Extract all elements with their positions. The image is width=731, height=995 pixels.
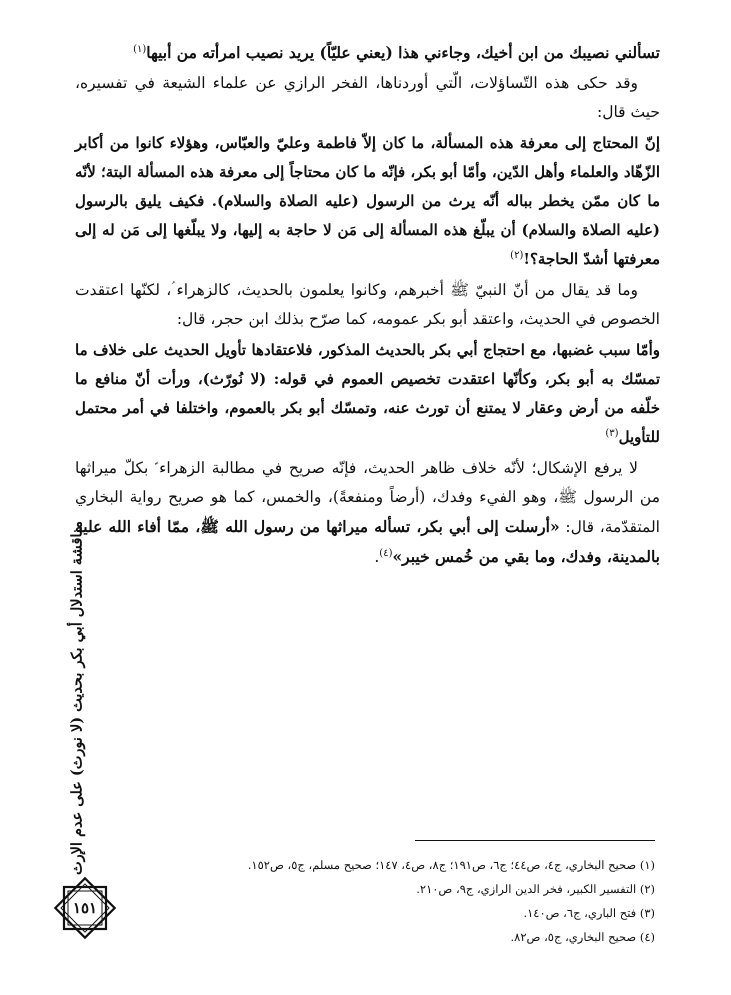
quote-razi [75, 129, 660, 274]
main-text [75, 38, 660, 574]
footnote-2: (٢) التفسير الكبير، فخر الدين الرازي، ج٩، ص٢١٠. [416, 882, 655, 896]
footnote-ref-2: (٢) [510, 250, 524, 261]
quote-ibn-hajar-text: وأمّا سبب غضبها، مع احتجاج أبي بكر بالحديث المذكور، فلاعتقادها تأويل الحديث على خلاف ما تمسّك به أبو بكر، وكأنّها اعتقدت تخصيص العموم في قوله: (لا نُورّث)، ورأت أنّ منافع ما خلّفه من أرض وعقار لا يمتنع أن تورث عنه، وتمسّك أبو بكر بالعموم، واختلفا في أمر محتمل للتأويل [75, 341, 660, 446]
paragraph-1 [75, 38, 660, 67]
footnote-ref-3: (٣) [605, 428, 619, 439]
footnote-1: (١) صحيح البخاري، ج٤، ص٤٤؛ ج٦، ص١٩١؛ ج٨، ص٤، ١٤٧؛ صحيح مسلم، ج٥، ص١٥٢. [247, 858, 655, 872]
paragraph-3: وما قد يقال من أنّ النبيّ ﷺ أخبرهم، وكانوا يعلمون بالحديث، كالزهراء ؑ، لكنّها اعتقدت الخصوص في الحديث، واعتقد أبو بكر عمومه، كما صرّح بذلك ابن حجر، قال: [75, 281, 660, 328]
footnote-ref-1: (١) [133, 43, 147, 55]
running-header-vertical [60, 505, 94, 890]
paragraph-4: لا يرفع الإشكال؛ لأنّه خلاف ظاهر الحديث، فإنّه صريح في مطالبة الزهراء ؑ بكلّ ميراثها من الرسول ﷺ، وهو الفيء وفدك، (أرضاً ومنفعةً)، والخمس، كما هو صريح رواية البخاري المتقدّمة، قال: «أرسلت إلى أبي بكر، تسأله ميراثها من رسول الله ﷺ، ممّا أفاء الله عليه بالمدينة، وفدك، وما بقي من خُمس خيبر»$^{(٤)}$. [75, 459, 660, 566]
paragraph-2: وقد حكى هذه التّساؤلات، الّتي أوردناها، الفخر الرازي عن علماء الشيعة في تفسيره، حيث قال: [75, 74, 660, 121]
footnote-ref-4: (٤) [379, 547, 393, 559]
section-title: مناقشة استدلال أبي بكر بحديث (لا نورث) على عدم الإرث [68, 520, 86, 875]
bukhari-quote: «أرسلت إلى أبي بكر، تسأله ميراثها من رسول الله ﷺ، ممّا أفاء الله عليه بالمدينة، وفدك، وما بقي من خُمس خيبر» [75, 517, 660, 566]
footnotes [75, 853, 655, 949]
paragraph-1-text: تسألني نصيبك من ابن أخيك، وجاءني هذا (يعني عليّاً) يريد نصيب امرأته من أبيها [146, 43, 660, 62]
page-number: ١٥١ [72, 899, 98, 917]
footnote-3: (٣) فتح الباري، ج٦، ص١٤٠. [523, 906, 655, 920]
footnote-separator [415, 840, 655, 841]
page-number-badge [52, 875, 118, 941]
footnote-4: (٤) صحيح البخاري، ج٥، ص٨٢. [510, 930, 655, 944]
quote-ibn-hajar [75, 336, 660, 452]
paragraph-4-text: لا يرفع الإشكال؛ لأنّه خلاف ظاهر الحديث، فإنّه صريح في مطالبة الزهراء ؑ بكلّ ميراثها من الرسول ﷺ، وهو الفيء وفدك، (أرضاً ومنفعةً)، والخمس، كما هو صريح رواية البخاري المتقدّمة، قال: [75, 459, 660, 536]
quote-razi-text: إنّ المحتاج إلى معرفة هذه المسألة، ما كان إلاّ فاطمة وعليّ والعبّاس، وهؤلاء كانوا من أكابر الزّهّاد والعلماء وأهل الدّين، وأمّا أبو بكر، فإنّه ما كان محتاجاً إلى معرفة هذه المسألة البتة؛ لأنّه ما كان ممّن يخطر بباله أنّه يرث من الرسول (عليه الصلاة والسلام). فكيف يليق بالرسول (عليه الصلاة والسلام) أن يبلّغ هذه المسألة إلى مَن لا حاجة به إليها، ولا يبلّغها إلى مَن له إلى معرفتها أشدّ الحاجة؟! [75, 134, 660, 268]
